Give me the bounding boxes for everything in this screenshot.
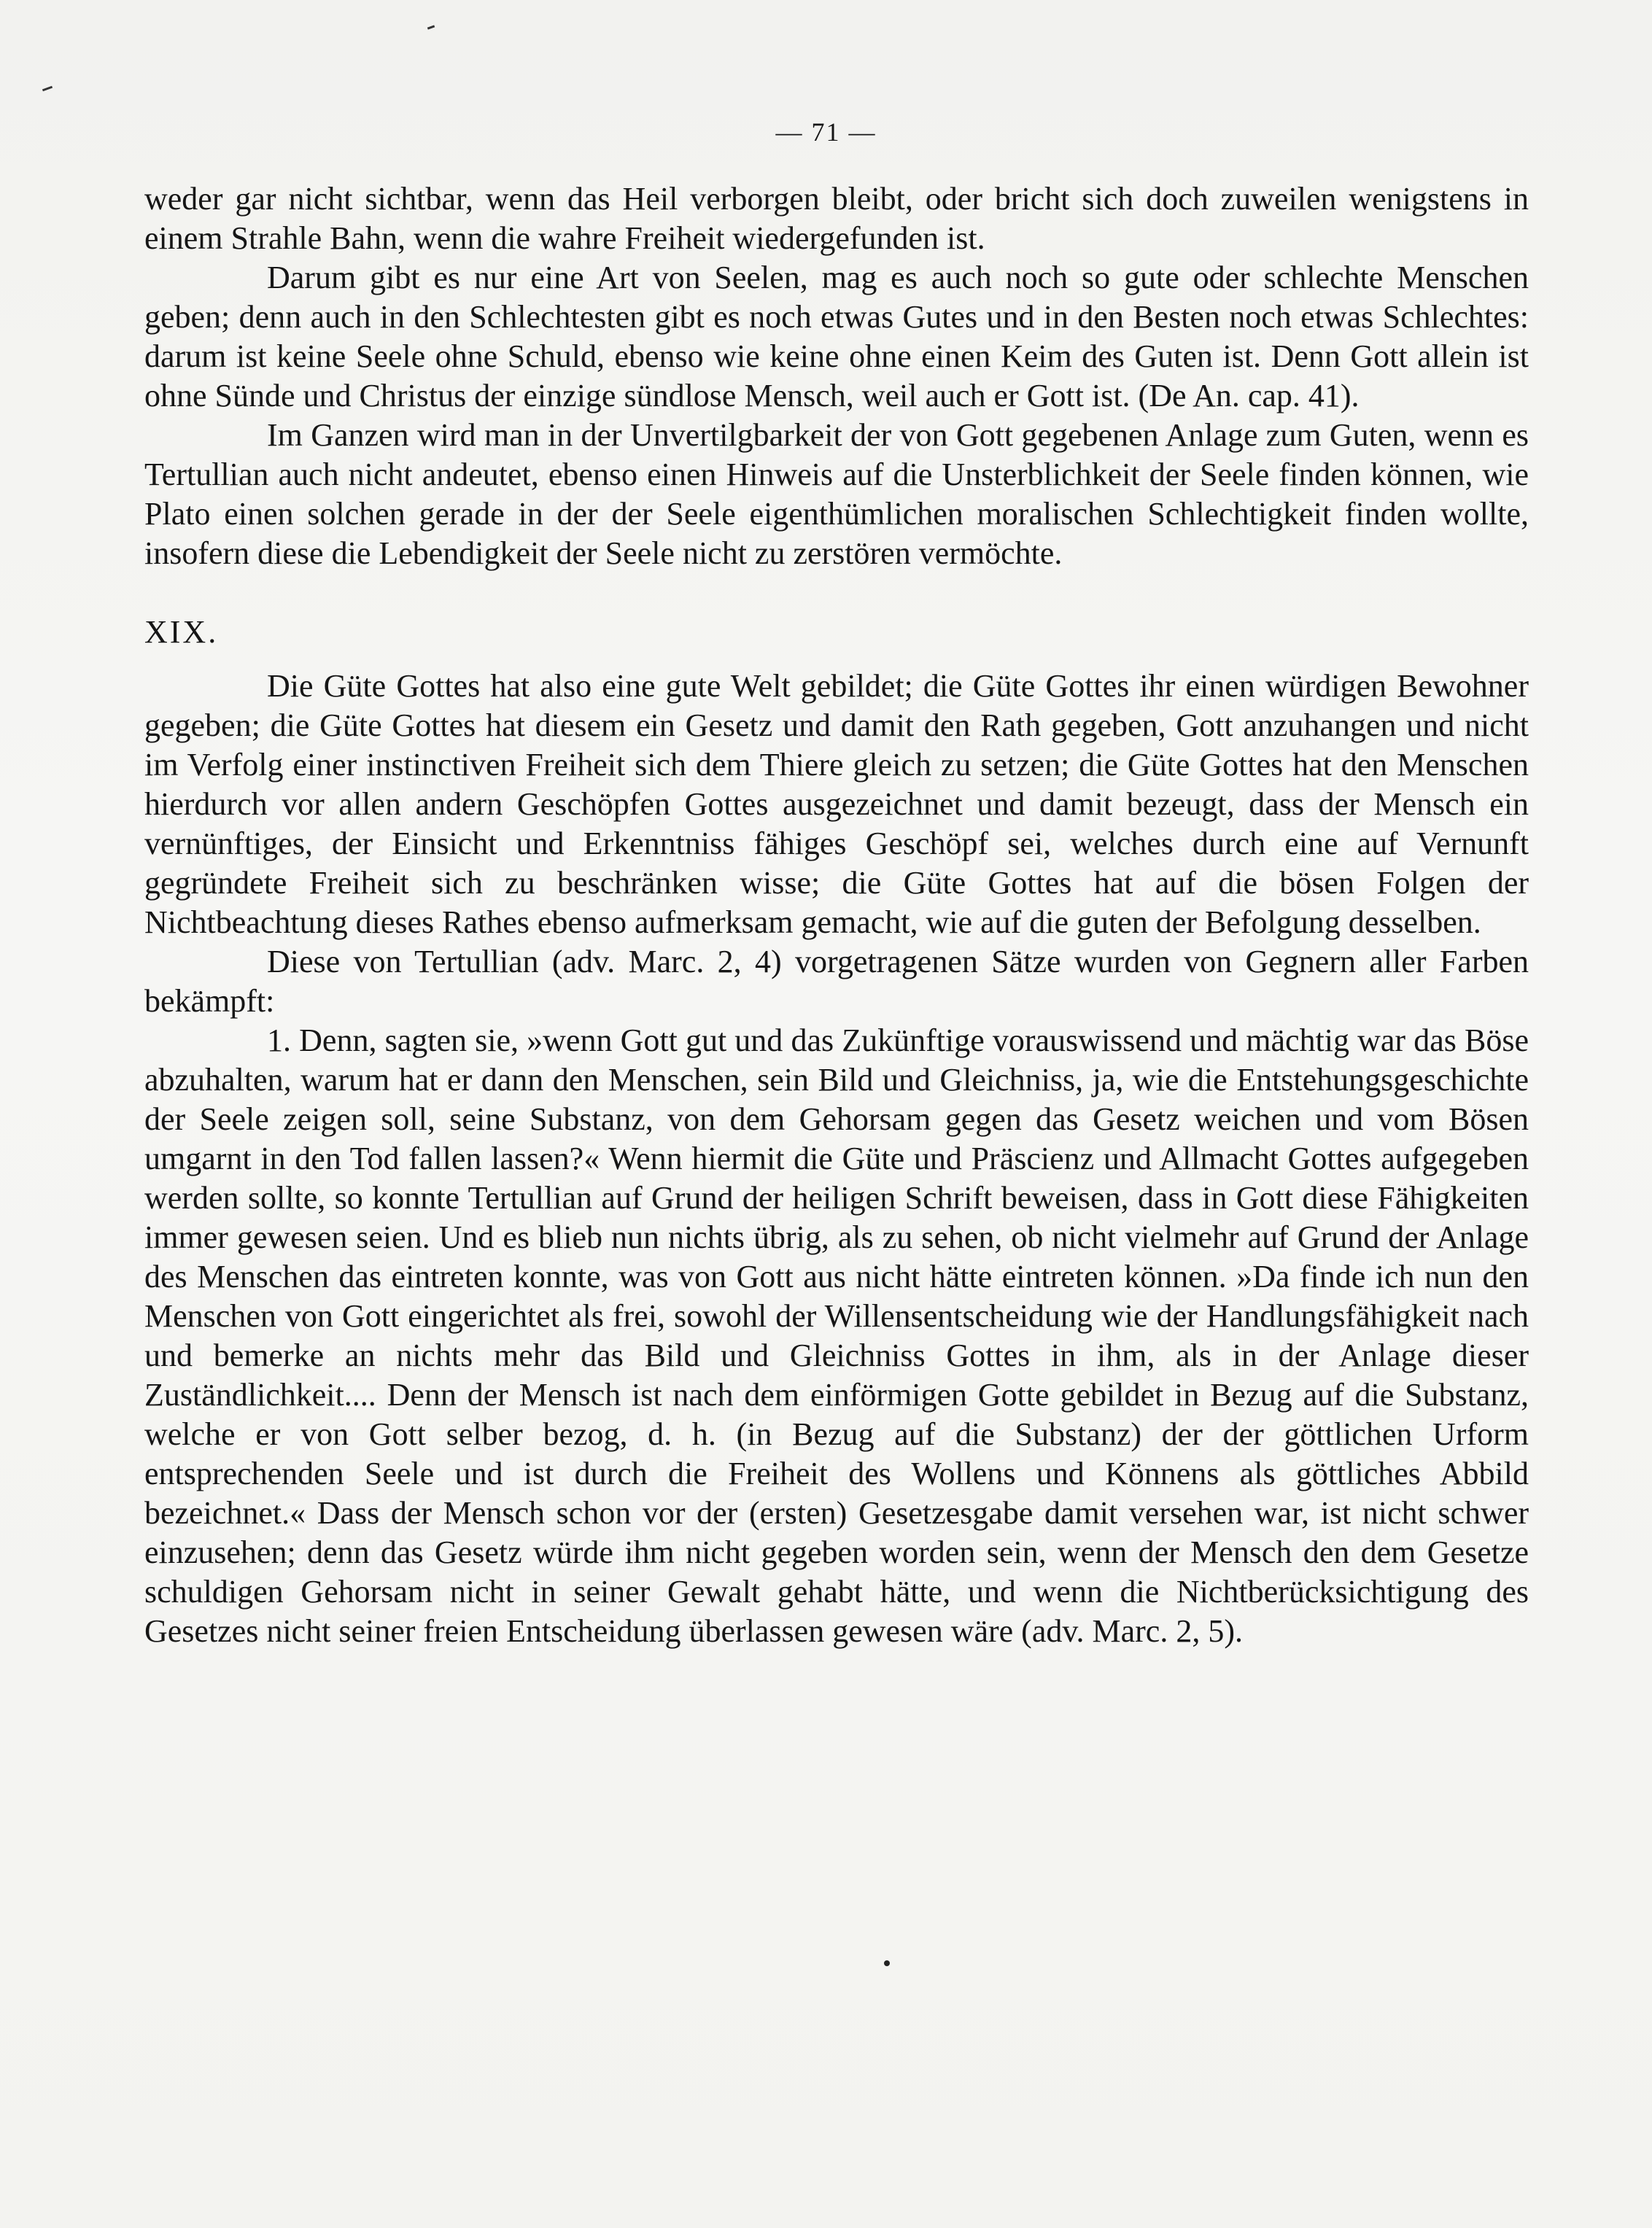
body-text [144, 179, 1529, 1651]
paragraph: Darum gibt es nur eine Art von Seelen, mag es auch noch so gute oder schlechte Menschen geben; denn auch in den Schlechtesten gibt es noch etwas Gutes und in den Besten noch etwas Schlechtes: darum ist keine Seele ohne Schuld, ebenso wie keine ohne einen Keim des Guten ist. Denn Gott allein ist ohne Sünde und Christus der einzige sündlose Mensch, weil auch er Gott ist. (De An. cap. 41). [144, 260, 1529, 414]
paragraph: Im Ganzen wird man in der Unvertilgbarkeit der von Gott gegebenen Anlage zum Guten, wenn es Tertullian auch nicht andeutet, ebenso einen Hinweis auf die Unsterblichkeit der Seele finden können, wie Plato einen solchen gerade in der der Seele eigenthümlichen moralischen Schlechtigkeit finden wollte, insofern diese die Lebendigkeit der Seele nicht zu zerstören vermöchte. [144, 417, 1529, 571]
paragraph-continuation: weder gar nicht sichtbar, wenn das Heil verborgen bleibt, oder bricht sich doch zuweilen wenigstens in einem Strahle Bahn, wenn die wahre Freiheit wiedergefunden ist. [144, 181, 1529, 256]
paragraph: Diese von Tertullian (adv. Marc. 2, 4) vorgetragenen Sätze wurden von Gegnern aller Farben bekämpft: [144, 944, 1529, 1019]
ink-dot [884, 1960, 890, 1966]
section-heading: XIX. [144, 614, 219, 650]
page-number: — 71 — [775, 117, 877, 147]
paragraph: 1. Denn, sagten sie, »wenn Gott gut und das Zukünftige vorauswissend und mächtig war das Böse abzuhalten, warum hat er dann den Menschen, sein Bild und Gleichniss, ja, wie die Entstehungsgeschichte der Seele zeigen soll, seine Substanz, von dem Gehorsam gegen das Gesetz weichen und vom Bösen umgarnt in den Tod fallen lassen?« Wenn hiermit die Güte und Präscienz und Allmacht Gottes aufgegeben werden sollte, so konnte Tertullian auf Grund der heiligen Schrift beweisen, dass in Gott diese Fähigkeiten immer gewesen seien. Und es blieb nun nichts übrig, als zu sehen, ob nicht vielmehr auf Grund der Anlage des Menschen das eintreten konnte, was von Gott aus nicht hätte eintreten können. »Da finde ich nun den Menschen von Gott eingerichtet als frei, sowohl der Willensentscheidung wie der Handlungsfähigkeit nach und bemerke an nichts mehr das Bild und Gleichniss Gottes in ihm, als in der Anlage dieser Zuständlichkeit.... Denn der Mensch ist nach dem einförmigen Gotte gebildet in Bezug auf die Substanz, welche er von Gott selber bezog, d. h. (in Bezug auf die Substanz) der der göttlichen Urform entsprechenden Seele und ist durch die Freiheit des Wollens und Könnens als göttliches Abbild bezeichnet.« Dass der Mensch schon vor der (ersten) Gesetzesgabe damit versehen war, ist nicht schwer einzusehen; denn das Gesetz würde ihm nicht gegeben worden sein, wenn der Mensch den dem Gesetze schuldigen Gehorsam nicht in seiner Gewalt gehabt hätte, und wenn die Nichtberücksichtigung des Gesetzes nicht seiner freien Entscheidung überlassen gewesen wäre (adv. Marc. 2, 5). [144, 1022, 1529, 1649]
paragraph: Die Güte Gottes hat also eine gute Welt gebildet; die Güte Gottes ihr einen würdigen Bewohner gegeben; die Güte Gottes hat diesem ein Gesetz und damit den Rath gegeben, Gott anzuhangen und nicht im Verfolg einer instinctiven Freiheit sich dem Thiere gleich zu setzen; die Güte Gottes hat den Menschen hierdurch vor allen andern Geschöpfen Gottes ausgezeichnet und damit bezeugt, dass der Mensch ein vernünftiges, der Einsicht und Erkenntniss fähiges Geschöpf sei, welches durch eine auf Vernunft gegründete Freiheit sich zu beschränken wisse; die Güte Gottes hat auf die bösen Folgen der Nichtbeachtung dieses Rathes ebenso aufmerksam gemacht, wie auf die guten der Befolgung desselben. [144, 668, 1529, 940]
